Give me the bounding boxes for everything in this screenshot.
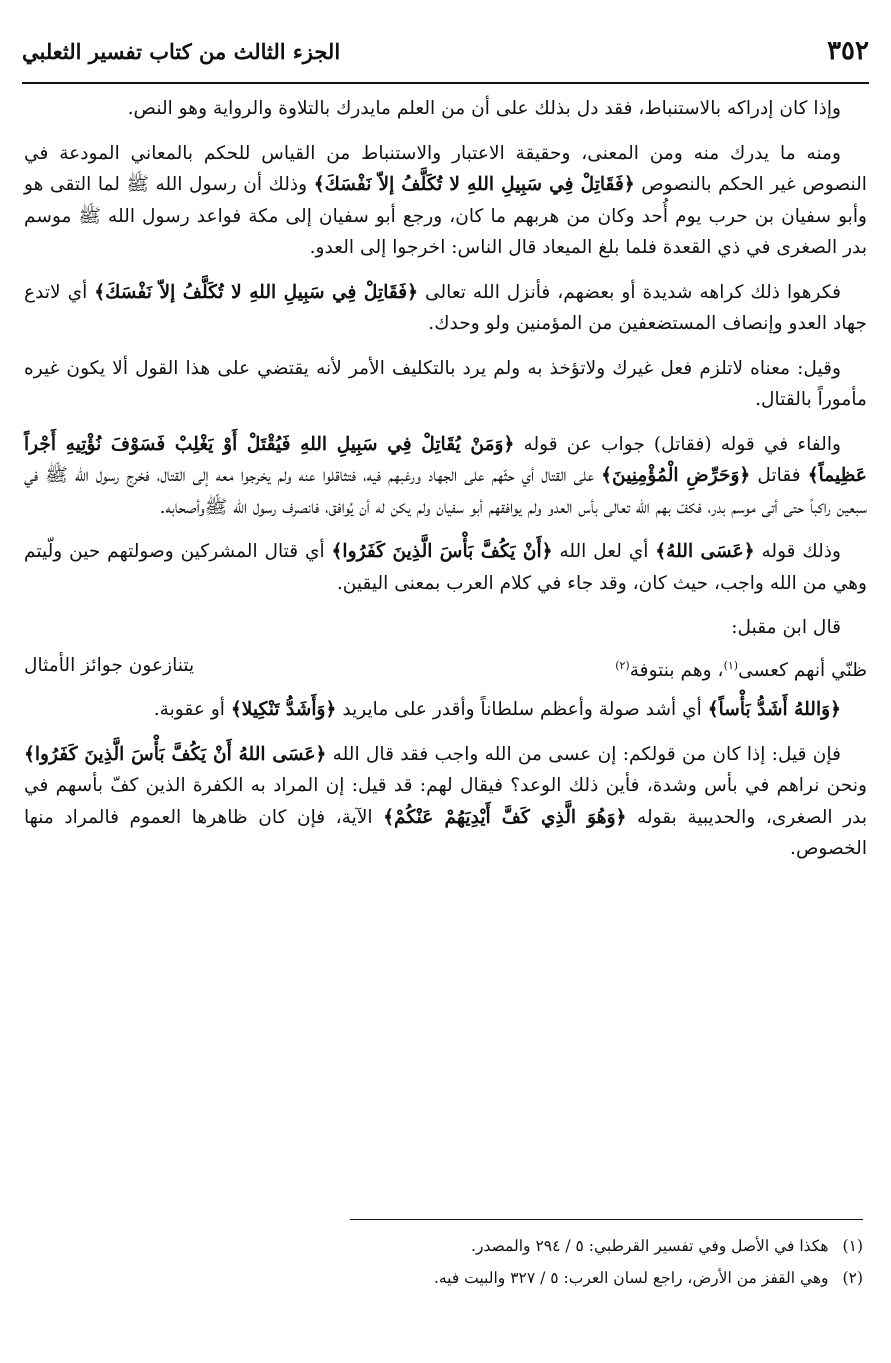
footnote-text: وهي القفز من الأرض، راجع لسان العرب: ٥ / ٣٢٧ والبيت فيه. bbox=[433, 1269, 829, 1287]
paragraph-text: أي لاتدع جهاد العدو وإنصاف المستضعفين من المؤمنين ولو وحدك. bbox=[24, 281, 867, 334]
header-divider bbox=[22, 82, 869, 84]
hemistich-text-1: ظنّي أنهم كعسى bbox=[738, 659, 867, 681]
paragraph-text: ومنه ما يدرك منه ومن المعنى، وحقيقة الاعتبار والاستنباط من القياس للحكم بالمعاني المودعة في النصوص غير الحكم بالنصوص bbox=[24, 142, 867, 195]
verse-intro: قال ابن مقبل: bbox=[731, 617, 841, 638]
footnote-marker-1: (١) bbox=[723, 658, 739, 672]
paragraph-text: أي لعل الله bbox=[552, 541, 656, 562]
paragraph-text: فإن قيل: إذا كان من قولكم: إن عسى من الله واجب فقد قال الله bbox=[326, 743, 841, 765]
paragraph-text: وذلك قوله bbox=[754, 541, 841, 562]
quran-quote: ﴿أَنْ يَكُفَّ بَأْسَ الَّذِينَ كَفَرُوا﴾ bbox=[331, 541, 553, 562]
footnote-number: (٢) bbox=[842, 1269, 863, 1287]
paragraph-text: على القتال أي حثّهم على الجهاد ورغبهم فيه، فتثاقلوا عنه ولم يخرجوا معه إلى القتال، فخرج رسول الله ﷺ في سبعين راكباً حتى أتى موسم بدر، فكفّ بهم الله تعالى بأس العدو ولم يوافقهم أبو سفيان ولم يكن له أن يُوافق، فانصرف رسول الله ﷺوأصحابه. bbox=[24, 465, 867, 518]
footnote-divider bbox=[350, 1219, 863, 1220]
paragraph-text: ونحن نراهم في بأس وشدة، فأين ذلك الوعد؟ فيقال لهم: قد قيل: إن المراد به الكفرة الذين كفّ بأسهم في بدر الصغرى، والحديبية بقوله bbox=[24, 775, 867, 828]
paragraph-text: أو عقوبة. bbox=[153, 699, 231, 721]
paragraph-text: فقاتل bbox=[750, 465, 808, 486]
footnotes bbox=[24, 1230, 863, 1294]
paragraph bbox=[24, 277, 867, 340]
quran-quote: ﴿عَسَى اللهُ أَنْ يَكُفَّ بَأْسَ الَّذِينَ كَفَرُوا﴾ bbox=[24, 743, 327, 765]
paragraph-group bbox=[24, 694, 867, 865]
verse-second-hemistich: يتنازعون جوائز الأمثال bbox=[24, 654, 195, 676]
page-number: ٣٥٢ bbox=[827, 36, 869, 66]
quran-quote: ﴿فَقَاتِلْ فِي سَبِيلِ اللهِ لا تُكَلَّفُ إلاّ نَفْسَكَ﴾ bbox=[94, 281, 419, 303]
footnote-marker-2: (٢) bbox=[615, 658, 630, 672]
quran-quote: ﴿وَحَرِّضِ الْمُؤْمِنِينَ﴾ bbox=[601, 465, 751, 486]
paragraph-text: أي قتال المشركين وصولتهم حين ولّيتم وهي من الله واجب، حيث كان، وقد جاء في كلام العرب بمعنى اليقين. bbox=[24, 541, 867, 594]
paragraph-text: الآية، فإن كان ظاهرها العموم فالمراد منها الخصوص. bbox=[24, 806, 867, 860]
quran-quote: ﴿وَأَشَدُّ تَنْكِيلا﴾ bbox=[230, 699, 337, 721]
page-body bbox=[24, 93, 867, 878]
footnote-number: (١) bbox=[842, 1237, 863, 1255]
quran-quote: ﴿وَاللهُ أَشَدُّ بَأْساً﴾ bbox=[707, 699, 841, 721]
verse-first-hemistich bbox=[615, 650, 867, 687]
paragraph bbox=[24, 138, 867, 264]
quran-quote: ﴿عَسَى اللهُ﴾ bbox=[655, 541, 755, 562]
hemistich-mid-text: ، وهم بنتوفة bbox=[629, 659, 724, 681]
footnote bbox=[24, 1230, 863, 1262]
poetry-verse bbox=[24, 650, 867, 687]
paragraph bbox=[24, 536, 867, 599]
paragraph bbox=[24, 694, 867, 726]
page-header bbox=[22, 22, 869, 80]
running-title: الجزء الثالث من كتاب تفسير الثعلبي bbox=[22, 38, 341, 64]
footnote bbox=[24, 1262, 863, 1294]
paragraph-text: والفاء في قوله (فقاتل) جواب عن قوله bbox=[514, 433, 841, 455]
paragraph-text: وقيل: معناه لاتلزم فعل غيرك ولاتؤخذ به ولم يرد بالتكليف الأمر لأنه يقتضي على هذا القول ألا يكون غيره مأموراً بالقتال. bbox=[24, 357, 867, 410]
paragraph bbox=[24, 739, 867, 865]
paragraph-text: وإذا كان إدراكه بالاستنباط، فقد دل بذلك على أن من العلم مايدرك بالتلاوة والرواية وهو النص. bbox=[127, 98, 841, 119]
paragraph-text: أي أشد صولة وأعظم سلطاناً وأقدر على مايريد bbox=[336, 699, 708, 721]
paragraph-group bbox=[24, 93, 867, 599]
quran-quote: ﴿وَهُوَ الَّذِي كَفَّ أَيْدِيَهُمْ عَنْكُمْ﴾ bbox=[383, 806, 627, 828]
paragraph bbox=[24, 93, 867, 125]
paragraph-text: وذلك أن رسول الله ﷺ لما التقى هو وأبو سفيان بن حرب يوم أُحد وكان من هربهم ما كان، ورجع أبو سفيان إلى مكة فواعد رسول الله ﷺ موسم بدر الصغرى في ذي القعدة فلما بلغ الميعاد قال الناس: اخرجوا إلى العدو. bbox=[24, 174, 867, 258]
footnote-text: هكذا في الأصل وفي تفسير القرطبي: ٥ / ٢٩٤ والمصدر. bbox=[471, 1237, 829, 1255]
paragraph-text: فكرهوا ذلك كراهه شديدة أو بعضهم، فأنزل الله تعالى bbox=[418, 281, 841, 303]
quran-quote: ﴿فَقَاتِلْ فِي سَبِيلِ اللهِ لا تُكَلَّفُ إلاّ نَفْسَكَ﴾ bbox=[313, 174, 635, 195]
paragraph bbox=[24, 429, 867, 524]
paragraph bbox=[24, 353, 867, 416]
quran-quote: ﴿وَمَنْ يُقَاتِلْ فِي سَبِيلِ اللهِ فَيُقْتَلْ أَوْ يَغْلِبْ فَسَوْفَ نُؤْتِيهِ أَجْراً عَظِيماً﴾ bbox=[24, 433, 867, 486]
